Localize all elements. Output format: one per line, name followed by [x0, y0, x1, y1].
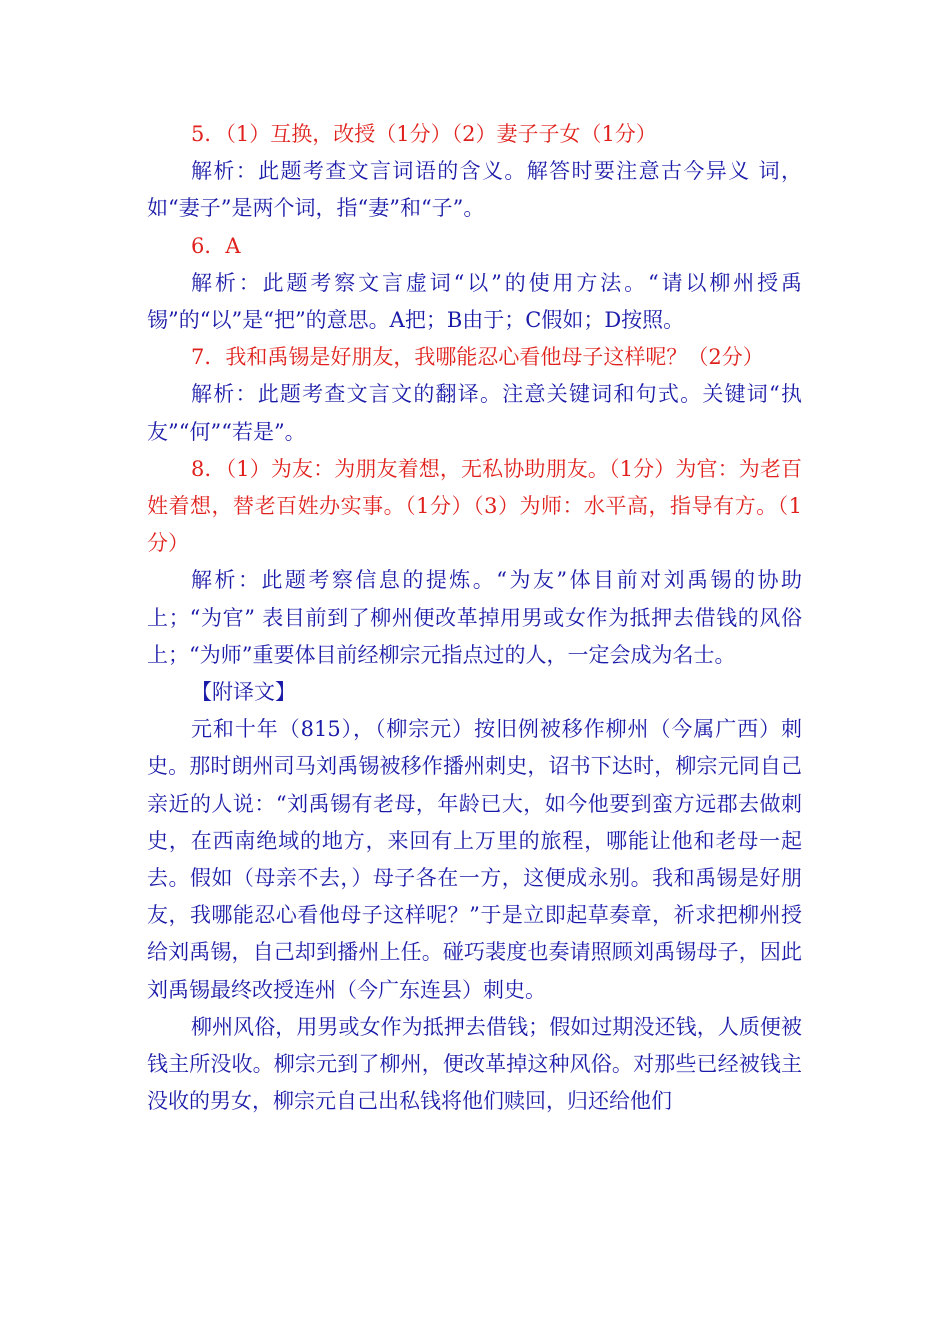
- answer-7: 7．我和禹锡是好朋友，我哪能忍心看他母子这样呢？（2分）: [191, 345, 764, 370]
- explanation-5: 解析：此题考查文言词语的含义。解答时要注意古今异义 词，如“妻子”是两个词，指“妻”和“子”。: [147, 159, 802, 221]
- document-page: [147, 116, 802, 1120]
- explanation-7: 解析：此题考查文言文的翻译。注意关键词和句式。关键词“执友”“何”“若是”。: [147, 382, 802, 444]
- explanation-6: 解析：此题考察文言虚词“以”的使用方法。“请以柳州授禹锡”的“以”是“把”的意思。A把；B由于；C假如；D按照。: [147, 270, 802, 333]
- explanation-8: 解析：此题考察信息的提炼。“为友”体目前对刘禹锡的协助上；“为官” 表目前到了柳州便改革掉用男或女作为抵押去借钱的风俗上；“为师”重要体目前经柳宗元指点过的人，一定会成为名士。: [147, 568, 802, 667]
- answer-6: 6．A: [191, 233, 241, 258]
- translation-heading: 【附译文】: [191, 680, 296, 705]
- answer-8: 8．（1）为友：为朋友着想，无私协助朋友。（1分）为官：为老百姓着想，替老百姓办实事。（1分）（3）为师：水平高，指导有方。（1分）: [147, 456, 802, 556]
- translation-paragraph-1: 元和十年（815），（柳宗元）按旧例被移作柳州（今属广西）刺史。那时朗州司马刘禹锡被移作播州刺史，诏书下达时，柳宗元同自己亲近的人说：“刘禹锡有老母，年龄已大，如今他要到蛮方远郡去做刺史，在西南绝域的地方，来回有上万里的旅程，哪能让他和老母一起去。假如（母亲不去，）母子各在一方，这便成永别。我和禹锡是好朋友，我哪能忍心看他母子这样呢？”于是立即起草奏章，祈求把柳州授给刘禹锡，自己却到播州上任。碰巧裴度也奏请照顾刘禹锡母子，因此刘禹锡最终改授连州（今广东连县）刺史。: [147, 717, 802, 1002]
- answer-5: 5．（1）互换，改授（1分）（2）妻子子女（1分）: [191, 122, 657, 146]
- translation-paragraph-2: 柳州风俗，用男或女作为抵押去借钱；假如过期没还钱，人质便被钱主所没收。柳宗元到了柳州，便改革掉这种风俗。对那些已经被钱主没收的男女，柳宗元自己出私钱将他们赎回，归还给他们: [147, 1014, 802, 1114]
